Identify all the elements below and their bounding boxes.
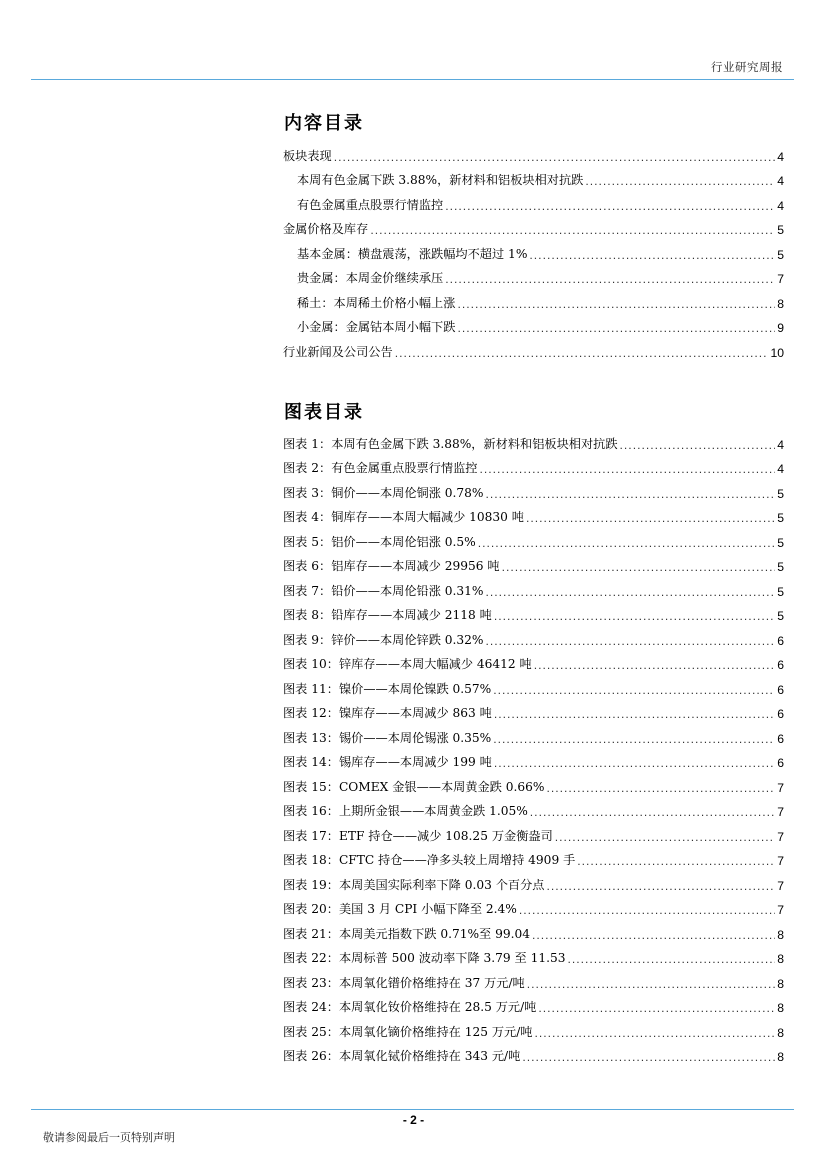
toc-entry-text: 图表 11：镍价——本周伦镍跌 0.57%: [283, 681, 492, 696]
toc-entry-text: 图表 15：COMEX 金银——本周黄金跌 0.66%: [283, 779, 545, 794]
toc-entry-page: 7: [777, 854, 784, 868]
toc-leader-dots: [457, 297, 775, 311]
toc-leader-dots: [493, 683, 775, 697]
toc-entry-text: 图表 22：本周标普 500 波动率下降 3.79 至 11.53: [283, 951, 566, 965]
toc-entry-page: 7: [777, 780, 784, 795]
toc-entry-page: 6: [777, 707, 784, 721]
toc-leader-dots: [485, 487, 775, 501]
toc-entry-text: 图表 5：铝价——本周伦铝涨 0.5%: [283, 534, 476, 549]
toc-entry-page: 8: [777, 1050, 784, 1064]
toc-leader-dots: [494, 707, 775, 721]
toc-entry-text: 图表 1：本周有色金属下跌 3.88%，新材料和铝板块相对抗跌: [283, 436, 618, 451]
toc-entry-text: 图表 13：锡价——本周伦锡涨 0.35%: [283, 730, 492, 745]
toc-entry-page: 8: [777, 976, 784, 991]
toc-leader-dots: [535, 1026, 776, 1040]
toc-leader-dots: [502, 560, 776, 574]
toc-entry[interactable]: [283, 188, 784, 213]
toc-entry[interactable]: [283, 697, 784, 722]
toc-entry-page: 7: [777, 829, 784, 844]
toc-entry[interactable]: [283, 427, 784, 452]
toc-leader-dots: [485, 585, 775, 599]
toc-entry-text: 图表 3：铜价——本周伦铜涨 0.78%: [283, 485, 484, 500]
toc-leader-dots: [529, 248, 775, 262]
toc-leader-dots: [526, 511, 775, 525]
toc-entry-page: 6: [777, 731, 784, 746]
toc-entry-page: 6: [777, 756, 784, 770]
toc-leader-dots: [534, 658, 776, 672]
toc-entry-page: 7: [777, 805, 784, 819]
toc-leader-dots: [334, 150, 775, 164]
toc-entry[interactable]: [283, 599, 784, 624]
toc-leader-dots: [370, 223, 775, 237]
toc-entry[interactable]: [283, 476, 784, 501]
toc-entry-text: 图表 6：铝库存——本周减少 29956 吨: [283, 559, 500, 573]
toc-entry-text: 图表 16：上期所金银——本周黄金跌 1.05%: [283, 804, 528, 818]
toc-entry-page: 5: [777, 560, 784, 574]
toc-entry[interactable]: [283, 672, 784, 697]
toc-leader-dots: [519, 903, 775, 917]
toc-entry-text: 图表 17：ETF 持仓——减少 108.25 万金衡盎司: [283, 828, 553, 843]
toc-entry[interactable]: [283, 1015, 784, 1040]
toc-entry-text: 图表 7：铅价——本周伦铅涨 0.31%: [283, 583, 484, 598]
toc-entry[interactable]: [283, 311, 784, 336]
toc-entry[interactable]: [283, 795, 784, 820]
toc-leader-dots: [478, 536, 776, 550]
toc-entry[interactable]: [283, 262, 784, 287]
toc-leader-dots: [485, 634, 775, 648]
toc-entry-text: 图表 2：有色金属重点股票行情监控: [283, 461, 478, 475]
toc-entry-text: 稀土：本周稀土价格小幅上涨: [297, 295, 456, 310]
toc-entry-page: 6: [777, 658, 784, 672]
toc-entry[interactable]: [283, 213, 784, 238]
toc-entry[interactable]: [283, 966, 784, 991]
toc-leader-dots: [493, 732, 775, 746]
toc-entry[interactable]: [283, 1040, 784, 1065]
toc-entry-text: 图表 14：锡库存——本周减少 199 吨: [283, 755, 492, 769]
toc-entry-text: 金属价格及库存: [283, 222, 369, 236]
toc-entry[interactable]: [283, 237, 784, 262]
toc-entry[interactable]: [283, 623, 784, 648]
toc-entry-page: 4: [777, 437, 784, 452]
toc-entry-text: 有色金属重点股票行情监控: [297, 197, 444, 212]
toc-entry-text: 图表 19：本周美国实际利率下降 0.03 个百分点: [283, 877, 545, 892]
toc-leader-dots: [530, 805, 775, 819]
toc-entry[interactable]: [283, 139, 784, 164]
toc-entry[interactable]: [283, 721, 784, 746]
toc-leader-dots: [494, 609, 775, 623]
toc-entry-page: 7: [777, 903, 784, 917]
toc-entry-text: 图表 12：镍库存——本周减少 863 吨: [283, 706, 492, 720]
toc-entry-text: 本周有色金属下跌 3.88%，新材料和铝板块相对抗跌: [297, 173, 584, 187]
footer-rule: [31, 1109, 794, 1110]
toc-entry[interactable]: [283, 648, 784, 673]
toc-entry-page: 5: [777, 247, 784, 262]
page-number: - 2 -: [402, 1113, 425, 1127]
footer-note: 敬请参阅最后一页特别声明: [43, 1131, 175, 1144]
toc-entry-page: 10: [770, 345, 784, 360]
toc-entry[interactable]: [283, 942, 784, 967]
toc-entry[interactable]: [283, 819, 784, 844]
toc-entry[interactable]: [283, 917, 784, 942]
toc-entry-page: 6: [777, 682, 784, 697]
toc-entry-page: 9: [777, 321, 784, 335]
toc-leader-dots: [546, 781, 775, 795]
toc-entry-text: 板块表现: [283, 148, 332, 163]
toc-leader-dots: [546, 879, 775, 893]
toc-entry[interactable]: [283, 893, 784, 918]
toc-entry-page: 4: [777, 198, 784, 213]
toc-entry-page: 8: [777, 952, 784, 966]
toc-entry-text: 图表 24：本周氧化钕价格维持在 28.5 万元/吨: [283, 1000, 537, 1014]
toc-entry-page: 8: [777, 927, 784, 942]
header-rule: [31, 79, 794, 80]
toc-entry-text: 图表 10：锌库存——本周大幅减少 46412 吨: [283, 657, 532, 671]
toc-entry[interactable]: [283, 501, 784, 526]
toc-leader-dots: [395, 346, 769, 360]
toc-entry-text: 图表 18：CFTC 持仓——净多头较上周增持 4909 手: [283, 853, 576, 867]
toc-leader-dots: [567, 952, 775, 966]
toc-leader-dots: [522, 1050, 775, 1064]
toc-entry-text: 贵金属：本周金价继续承压: [297, 271, 444, 285]
toc-entry-text: 行业新闻及公司公告: [283, 344, 393, 359]
toc-entry[interactable]: [283, 286, 784, 311]
toc-entry-page: 5: [777, 223, 784, 237]
toc-entry-text: 图表 25：本周氧化镝价格维持在 125 万元/吨: [283, 1024, 533, 1039]
toc-entry-text: 图表 4：铜库存——本周大幅减少 10830 吨: [283, 510, 524, 524]
toc-entry-text: 小金属：金属钴本周小幅下跌: [297, 320, 456, 334]
toc-entry-page: 5: [777, 511, 784, 525]
contents-title: 内容目录: [284, 113, 364, 134]
toc-entry[interactable]: [283, 452, 784, 477]
toc-leader-dots: [494, 756, 775, 770]
toc-entry-page: 5: [777, 486, 784, 501]
toc-entry-text: 图表 23：本周氧化镨价格维持在 37 万元/吨: [283, 975, 525, 990]
toc-entry[interactable]: [283, 991, 784, 1016]
toc-entry[interactable]: [283, 335, 784, 360]
toc-entry-page: 6: [777, 633, 784, 648]
toc-entry[interactable]: [283, 550, 784, 575]
toc-entry-page: 5: [777, 609, 784, 623]
toc-entry-text: 图表 21：本周美元指数下跌 0.71%至 99.04: [283, 926, 530, 941]
toc-entry-page: 4: [777, 462, 784, 476]
toc-entry-text: 图表 8：铅库存——本周减少 2118 吨: [283, 608, 492, 622]
figures-list: [283, 427, 784, 1064]
toc-leader-dots: [577, 854, 775, 868]
toc-leader-dots: [620, 438, 776, 452]
toc-leader-dots: [538, 1001, 775, 1015]
toc-entry[interactable]: [283, 844, 784, 869]
toc-entry-page: 7: [777, 272, 784, 286]
header-label: 行业研究周报: [711, 60, 783, 74]
toc-leader-dots: [555, 830, 775, 844]
toc-entry-page: 5: [777, 584, 784, 599]
toc-entry[interactable]: [283, 164, 784, 189]
toc-entry-page: 7: [777, 878, 784, 893]
toc-entry-page: 8: [777, 1001, 784, 1015]
toc-entry-text: 图表 20：美国 3 月 CPI 小幅下降至 2.4%: [283, 902, 517, 916]
toc-entry[interactable]: [283, 868, 784, 893]
contents-list: [283, 139, 784, 360]
toc-entry-page: 8: [777, 296, 784, 311]
toc-entry-page: 5: [777, 535, 784, 550]
toc-leader-dots: [445, 199, 775, 213]
toc-leader-dots: [527, 977, 775, 991]
toc-leader-dots: [457, 321, 775, 335]
toc-leader-dots: [585, 174, 775, 188]
toc-leader-dots: [479, 462, 775, 476]
toc-entry-text: 图表 26：本周氧化铽价格维持在 343 元/吨: [283, 1049, 521, 1063]
toc-entry-text: 图表 9：锌价——本周伦锌跌 0.32%: [283, 632, 484, 647]
figures-title: 图表目录: [284, 402, 364, 423]
toc-entry[interactable]: [283, 770, 784, 795]
toc-leader-dots: [445, 272, 775, 286]
toc-entry-text: 基本金属：横盘震荡，涨跌幅均不超过 1%: [297, 246, 528, 261]
toc-entry[interactable]: [283, 746, 784, 771]
toc-entry-page: 4: [777, 149, 784, 164]
toc-entry-page: 4: [777, 174, 784, 188]
toc-entry[interactable]: [283, 525, 784, 550]
toc-entry[interactable]: [283, 574, 784, 599]
toc-leader-dots: [532, 928, 775, 942]
toc-entry-page: 8: [777, 1025, 784, 1040]
